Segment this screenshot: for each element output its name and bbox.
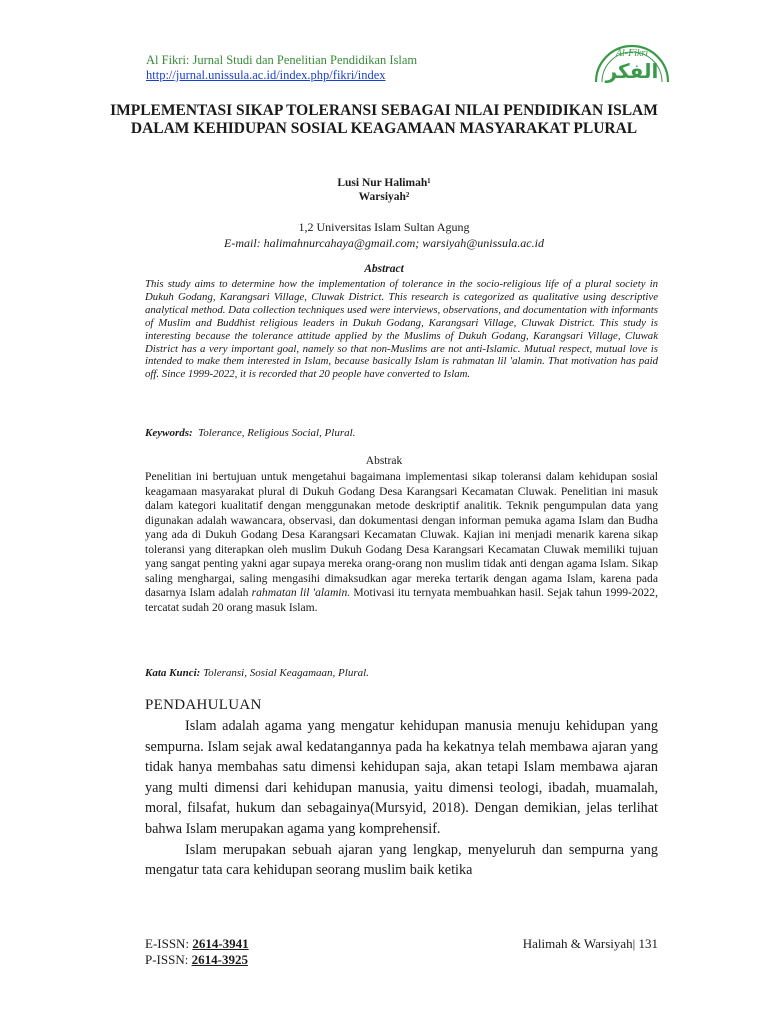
journal-url-link[interactable]: http://jurnal.unissula.ac.id/index.php/fikri/index — [146, 68, 386, 82]
abstract-text: This study aims to determine how the implementation of tolerance in the socio-religious life of a plural society in Dukuh Godang, Karangsari Village, Cluwak District. This research is categorized as qualitative using descriptive analytical method. Data collection techniques used were interviews, observations, and documentation with informants of Muslim and Buddhist religious leaders in Dukuh Godang, Karangsari Village, Cluwak District. This study is interesting because the tolerance attitude applied by the Muslims of Dukuh Godang, Karangsari Village, Cluwak District has a very important goal, namely so that non-Muslims are not anti-Islamic. Mutual respect, mutual love is intended to make them interested in Islam, because basically Islam is rahmatan lil 'alamin. That motivation has paid off. Since 1999-2022, it is recorded that 20 people have converted to Islam. — [145, 278, 658, 381]
abstrak-heading: Abstrak — [365, 455, 403, 467]
author-list — [0, 176, 768, 204]
abstrak-text-part-1: Penelitian ini bertujuan untuk mengetahui bagaimana implementasi sikap toleransi dalam kehidupan sosial keagamaan masyarakat plural di Dukuh Godang Desa Karangsari Kecamatan Cluwak. Penelitian ini masuk dalam kategori kualitatif dengan menggunakan metode deskriptif analitik. Teknik pengumpulan data yang digunakan adalah wawancara, observasi, dan dokumentasi dengan informan pemuka agama Islam dan Budha yang ada di Dukuh Godang Desa Karangsari Kecamatan Cluwak. Kajian ini menjadi menarik karena sikap toleransi yang diterapkan oleh muslim Dukuh Godang Desa Karangsari Kecamatan Cluwak memiliki tujuan yang sangat penting yakni agar supaya mereka orang-orang non muslim tidak anti dengan agama Islam. Sikap saling menghargai, saling mengasihi dimaksudkan agar mereka tertarik dengan agama Islam, karena pada dasarnya Islam adalah — [145, 470, 658, 599]
body-paragraph-2: Islam merupakan sebuah ajaran yang lengkap, menyeluruh dan sempurna yang mengatur tata cara kehidupan seorang muslim baik ketika — [145, 841, 658, 879]
logo-latin-text: Al-Fikri — [615, 48, 649, 59]
author-email: E-mail: halimahnurcahaya@gmail.com; warsiyah@unissula.ac.id — [224, 236, 544, 250]
paper-title: IMPLEMENTASI SIKAP TOLERANSI SEBAGAI NILAI PENDIDIKAN ISLAM DALAM KEHIDUPAN SOSIAL KEAGAMAAN MASYARAKAT PLURAL — [110, 102, 658, 137]
keywords-text: Tolerance, Religious Social, Plural. — [198, 427, 356, 439]
pissn-label: P-ISSN: — [145, 952, 192, 967]
abstrak-text-part-2: Motivasi itu ternyata membuahkan hasil. Sejak tahun 1999-2022, tercatat sudah 20 orang masuk Islam. — [145, 586, 658, 614]
kata-kunci-text: Toleransi, Sosial Keagamaan, Plural. — [200, 667, 369, 679]
pissn-link[interactable]: 2614-3925 — [191, 952, 248, 967]
journal-header — [146, 52, 586, 83]
keywords-label: Keywords: — [145, 427, 193, 439]
affiliation-block — [0, 219, 768, 251]
eissn-link[interactable]: 2614-3941 — [192, 936, 249, 951]
al-fikri-logo-icon — [586, 34, 678, 86]
section-body — [145, 716, 658, 881]
keywords-line — [145, 427, 658, 439]
kata-kunci-line — [145, 667, 658, 679]
eissn-label: E-ISSN: — [145, 936, 193, 951]
page-info: Halimah & Warsiyah| 131 — [522, 936, 658, 951]
abstrak-text — [145, 470, 658, 615]
author-2: Warsiyah² — [358, 191, 410, 203]
affiliation: 1,2 Universitas Islam Sultan Agung — [298, 220, 470, 234]
author-1: Lusi Nur Halimah¹ — [337, 177, 431, 189]
abstract-heading: Abstract — [364, 263, 404, 275]
kata-kunci-label: Kata Kunci: — [145, 667, 201, 679]
abstrak-text-italic: rahmatan lil 'alamin. — [251, 586, 351, 599]
section-heading: PENDAHULUAN — [145, 697, 262, 713]
journal-name: Al Fikri: Jurnal Studi dan Penelitian Pendidikan Islam — [146, 53, 418, 67]
issn-block — [145, 936, 249, 968]
logo-arabic-text: الفكر — [605, 59, 659, 83]
body-paragraph-1: Islam adalah agama yang mengatur kehidupan manusia menuju kehidupan yang sempurna. Islam sejak awal kedatangannya pada ha kekatnya telah membawa ajaran yang tidak hanya membahas satu dimensi kehidupan saja, akan tetapi Islam membawa ajaran yang multi dimensi dari kehidupan manusia, yaitu dimensi teologi, ibadah, muamalah, moral, filsafat, hukum dan sebagainya(Mursyid, 2018). Dengan demikian, jelas terlihat bahwa Islam merupakan agama yang komprehensif. — [145, 718, 658, 837]
